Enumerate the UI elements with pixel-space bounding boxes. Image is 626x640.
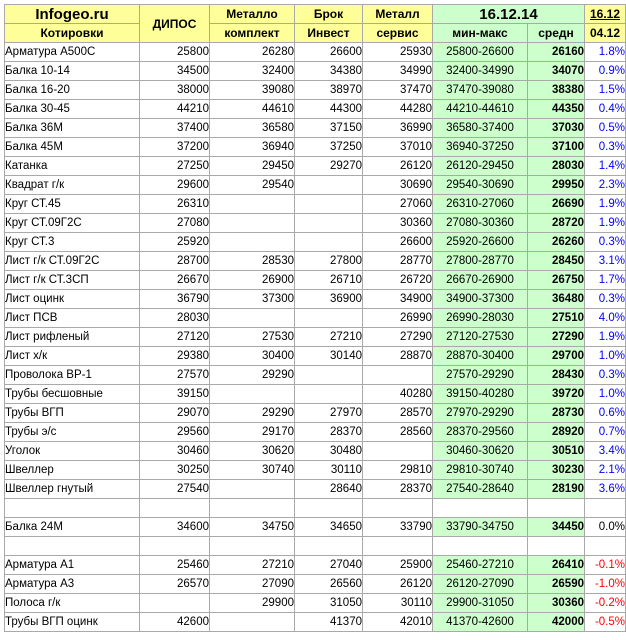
price-metallokomplekt xyxy=(210,385,295,404)
price-range: 28370-29560 xyxy=(433,423,528,442)
price-brok-invest: 27210 xyxy=(295,328,363,347)
price-metallokomplekt: 34750 xyxy=(210,518,295,537)
table-row xyxy=(5,62,626,81)
price-change: 3.4% xyxy=(585,442,626,461)
price-dipos: 29380 xyxy=(140,347,210,366)
spacer-row xyxy=(5,537,626,556)
table-row xyxy=(5,195,626,214)
table-row xyxy=(5,385,626,404)
price-avg: 26410 xyxy=(528,556,585,575)
table-row xyxy=(5,43,626,62)
price-range: 28870-30400 xyxy=(433,347,528,366)
price-metallokomplekt: 29540 xyxy=(210,176,295,195)
price-avg: 29950 xyxy=(528,176,585,195)
empty-cell xyxy=(140,537,210,556)
price-range: 25460-27210 xyxy=(433,556,528,575)
price-metallokomplekt: 36940 xyxy=(210,138,295,157)
price-range: 26990-28030 xyxy=(433,309,528,328)
price-metallservis: 26120 xyxy=(363,157,433,176)
price-dipos: 37200 xyxy=(140,138,210,157)
price-change: 0.0% xyxy=(585,518,626,537)
price-avg: 36480 xyxy=(528,290,585,309)
price-metallokomplekt xyxy=(210,309,295,328)
price-change: 1.8% xyxy=(585,43,626,62)
price-metallservis: 34900 xyxy=(363,290,433,309)
price-metallservis xyxy=(363,442,433,461)
product-name: Проволока ВР-1 xyxy=(5,366,140,385)
header-row-1 xyxy=(5,5,626,24)
price-metallservis: 26990 xyxy=(363,309,433,328)
price-brok-invest xyxy=(295,233,363,252)
price-brok-invest: 41370 xyxy=(295,613,363,632)
price-change: 0.5% xyxy=(585,119,626,138)
price-range: 26670-26900 xyxy=(433,271,528,290)
col-header-metallservis-1: Металл xyxy=(363,5,433,24)
price-dipos: 30250 xyxy=(140,461,210,480)
price-metallokomplekt: 29290 xyxy=(210,366,295,385)
price-dipos: 34500 xyxy=(140,62,210,81)
price-metallservis: 27060 xyxy=(363,195,433,214)
product-name: Лист г/к СТ.09Г2С xyxy=(5,252,140,271)
price-change: 1.5% xyxy=(585,81,626,100)
price-metallservis: 37010 xyxy=(363,138,433,157)
price-range: 27800-28770 xyxy=(433,252,528,271)
price-dipos: 37400 xyxy=(140,119,210,138)
price-metallservis: 30110 xyxy=(363,594,433,613)
price-change: 0.7% xyxy=(585,423,626,442)
empty-cell xyxy=(433,537,528,556)
price-brok-invest: 29270 xyxy=(295,157,363,176)
price-dipos: 42600 xyxy=(140,613,210,632)
price-dipos: 27570 xyxy=(140,366,210,385)
product-name: Балка 36М xyxy=(5,119,140,138)
price-change: 1.9% xyxy=(585,195,626,214)
price-brok-invest: 38970 xyxy=(295,81,363,100)
price-range: 34900-37300 xyxy=(433,290,528,309)
price-metallservis: 28370 xyxy=(363,480,433,499)
price-metallokomplekt: 29450 xyxy=(210,157,295,176)
price-metallservis: 26720 xyxy=(363,271,433,290)
table-row xyxy=(5,404,626,423)
price-dipos: 44210 xyxy=(140,100,210,119)
product-name: Трубы ВГП xyxy=(5,404,140,423)
table-row xyxy=(5,157,626,176)
price-metallservis: 34990 xyxy=(363,62,433,81)
price-brok-invest: 27040 xyxy=(295,556,363,575)
product-name: Балка 10-14 xyxy=(5,62,140,81)
price-metallokomplekt: 44610 xyxy=(210,100,295,119)
price-avg: 27510 xyxy=(528,309,585,328)
price-range: 26120-29450 xyxy=(433,157,528,176)
change-date-bottom: 04.12 xyxy=(585,24,626,43)
price-brok-invest xyxy=(295,366,363,385)
price-dipos: 26570 xyxy=(140,575,210,594)
price-dipos: 38000 xyxy=(140,81,210,100)
price-metallokomplekt xyxy=(210,613,295,632)
price-brok-invest: 28370 xyxy=(295,423,363,442)
price-metallokomplekt: 26900 xyxy=(210,271,295,290)
price-metallokomplekt: 30400 xyxy=(210,347,295,366)
table-row xyxy=(5,461,626,480)
price-avg: 26590 xyxy=(528,575,585,594)
price-range: 27080-30360 xyxy=(433,214,528,233)
price-metallservis: 28770 xyxy=(363,252,433,271)
spacer-row xyxy=(5,499,626,518)
price-change: 0.4% xyxy=(585,100,626,119)
price-metallservis: 28570 xyxy=(363,404,433,423)
price-range: 32400-34990 xyxy=(433,62,528,81)
price-metallservis: 37470 xyxy=(363,81,433,100)
price-metallokomplekt: 30620 xyxy=(210,442,295,461)
subtitle: Котировки xyxy=(5,24,140,43)
table-row xyxy=(5,138,626,157)
col-header-metallokomplekt-1: Металло xyxy=(210,5,295,24)
empty-cell xyxy=(210,537,295,556)
table-row xyxy=(5,480,626,499)
price-avg: 34450 xyxy=(528,518,585,537)
price-metallservis: 36990 xyxy=(363,119,433,138)
price-brok-invest: 44300 xyxy=(295,100,363,119)
price-change: -0.1% xyxy=(585,556,626,575)
price-range: 25920-26600 xyxy=(433,233,528,252)
col-header-metallservis-2: сервис xyxy=(363,24,433,43)
price-brok-invest xyxy=(295,176,363,195)
empty-cell xyxy=(585,499,626,518)
price-range: 26120-27090 xyxy=(433,575,528,594)
price-metallokomplekt: 28530 xyxy=(210,252,295,271)
price-metallservis: 30690 xyxy=(363,176,433,195)
price-dipos: 29560 xyxy=(140,423,210,442)
change-date-top: 16.12 xyxy=(585,5,626,24)
price-change: 2.1% xyxy=(585,461,626,480)
product-name: Круг СТ.09Г2С xyxy=(5,214,140,233)
price-range: 26310-27060 xyxy=(433,195,528,214)
col-header-brok-1: Брок xyxy=(295,5,363,24)
price-range: 37470-39080 xyxy=(433,81,528,100)
price-avg: 28030 xyxy=(528,157,585,176)
price-metallokomplekt: 37300 xyxy=(210,290,295,309)
price-metallservis: 28560 xyxy=(363,423,433,442)
product-name: Арматура А1 xyxy=(5,556,140,575)
price-brok-invest: 26560 xyxy=(295,575,363,594)
price-dipos: 27120 xyxy=(140,328,210,347)
table-row xyxy=(5,613,626,632)
price-avg: 26260 xyxy=(528,233,585,252)
price-avg: 28430 xyxy=(528,366,585,385)
price-avg: 28730 xyxy=(528,404,585,423)
price-metallokomplekt xyxy=(210,214,295,233)
price-avg: 37030 xyxy=(528,119,585,138)
empty-cell xyxy=(363,499,433,518)
price-avg: 26690 xyxy=(528,195,585,214)
price-metallservis: 42010 xyxy=(363,613,433,632)
price-metallservis: 29810 xyxy=(363,461,433,480)
price-change: 0.3% xyxy=(585,290,626,309)
price-metallokomplekt: 30740 xyxy=(210,461,295,480)
table-row xyxy=(5,423,626,442)
price-avg: 29700 xyxy=(528,347,585,366)
price-dipos: 39150 xyxy=(140,385,210,404)
price-metallokomplekt: 39080 xyxy=(210,81,295,100)
price-metallokomplekt: 29900 xyxy=(210,594,295,613)
table-row xyxy=(5,347,626,366)
price-range: 27120-27530 xyxy=(433,328,528,347)
price-avg: 44350 xyxy=(528,100,585,119)
table-row xyxy=(5,366,626,385)
empty-cell xyxy=(363,537,433,556)
price-metallokomplekt: 27090 xyxy=(210,575,295,594)
price-metallservis: 44280 xyxy=(363,100,433,119)
table-row xyxy=(5,100,626,119)
quotes-table xyxy=(4,4,626,632)
price-metallokomplekt: 27210 xyxy=(210,556,295,575)
price-avg: 38380 xyxy=(528,81,585,100)
price-range: 39150-40280 xyxy=(433,385,528,404)
price-change: 1.0% xyxy=(585,385,626,404)
price-brok-invest: 36900 xyxy=(295,290,363,309)
price-dipos: 29070 xyxy=(140,404,210,423)
price-change: 1.0% xyxy=(585,347,626,366)
table-row xyxy=(5,271,626,290)
price-range: 29900-31050 xyxy=(433,594,528,613)
price-avg: 37100 xyxy=(528,138,585,157)
price-avg: 42000 xyxy=(528,613,585,632)
price-brok-invest xyxy=(295,214,363,233)
product-name: Круг СТ.3 xyxy=(5,233,140,252)
price-dipos: 30460 xyxy=(140,442,210,461)
price-range: 33790-34750 xyxy=(433,518,528,537)
price-dipos: 36790 xyxy=(140,290,210,309)
price-metallservis: 40280 xyxy=(363,385,433,404)
empty-cell xyxy=(295,499,363,518)
product-name: Арматура А500С xyxy=(5,43,140,62)
price-change: 0.3% xyxy=(585,366,626,385)
price-avg: 39720 xyxy=(528,385,585,404)
product-name: Лист ПСВ xyxy=(5,309,140,328)
price-avg: 26750 xyxy=(528,271,585,290)
product-name: Трубы ВГП оцинк xyxy=(5,613,140,632)
price-range: 29540-30690 xyxy=(433,176,528,195)
price-metallokomplekt xyxy=(210,233,295,252)
table-row xyxy=(5,328,626,347)
table-row xyxy=(5,290,626,309)
product-name: Квадрат г/к xyxy=(5,176,140,195)
price-brok-invest xyxy=(295,385,363,404)
product-name: Лист х/к xyxy=(5,347,140,366)
price-brok-invest: 30110 xyxy=(295,461,363,480)
price-range: 27970-29290 xyxy=(433,404,528,423)
price-dipos: 25920 xyxy=(140,233,210,252)
price-brok-invest: 28640 xyxy=(295,480,363,499)
price-change: 1.9% xyxy=(585,214,626,233)
product-name: Уголок xyxy=(5,442,140,461)
price-range: 25800-26600 xyxy=(433,43,528,62)
product-name: Полоса г/к xyxy=(5,594,140,613)
price-avg: 28450 xyxy=(528,252,585,271)
price-dipos: 27250 xyxy=(140,157,210,176)
price-metallservis: 26120 xyxy=(363,575,433,594)
price-change: 0.6% xyxy=(585,404,626,423)
price-change: -1.0% xyxy=(585,575,626,594)
product-name: Арматура А3 xyxy=(5,575,140,594)
price-metallokomplekt: 36580 xyxy=(210,119,295,138)
product-name: Швеллер xyxy=(5,461,140,480)
price-metallokomplekt xyxy=(210,480,295,499)
price-dipos: 26670 xyxy=(140,271,210,290)
price-brok-invest: 37250 xyxy=(295,138,363,157)
price-metallservis: 25900 xyxy=(363,556,433,575)
col-header-brok-2: Инвест xyxy=(295,24,363,43)
price-avg: 28190 xyxy=(528,480,585,499)
table-row xyxy=(5,214,626,233)
price-change: -0.2% xyxy=(585,594,626,613)
price-brok-invest: 34380 xyxy=(295,62,363,81)
price-brok-invest xyxy=(295,309,363,328)
price-metallservis xyxy=(363,366,433,385)
product-name: Лист рифленый xyxy=(5,328,140,347)
price-dipos: 27540 xyxy=(140,480,210,499)
product-name: Трубы э/с xyxy=(5,423,140,442)
product-name: Трубы бесшовные xyxy=(5,385,140,404)
price-metallservis: 26600 xyxy=(363,233,433,252)
table-row xyxy=(5,252,626,271)
table-row xyxy=(5,575,626,594)
empty-cell xyxy=(210,499,295,518)
table-row xyxy=(5,233,626,252)
price-brok-invest: 37150 xyxy=(295,119,363,138)
price-metallokomplekt: 32400 xyxy=(210,62,295,81)
price-change: 2.3% xyxy=(585,176,626,195)
product-name: Балка 16-20 xyxy=(5,81,140,100)
price-range: 30460-30620 xyxy=(433,442,528,461)
price-change: -0.5% xyxy=(585,613,626,632)
price-metallokomplekt: 27530 xyxy=(210,328,295,347)
product-name: Балка 45М xyxy=(5,138,140,157)
table-row xyxy=(5,119,626,138)
price-avg: 28920 xyxy=(528,423,585,442)
price-avg: 27290 xyxy=(528,328,585,347)
table-row xyxy=(5,442,626,461)
price-dipos: 25800 xyxy=(140,43,210,62)
price-brok-invest: 27970 xyxy=(295,404,363,423)
empty-cell xyxy=(5,537,140,556)
empty-cell xyxy=(528,537,585,556)
price-brok-invest: 30480 xyxy=(295,442,363,461)
price-brok-invest: 27800 xyxy=(295,252,363,271)
table-row xyxy=(5,556,626,575)
price-avg: 30510 xyxy=(528,442,585,461)
price-dipos: 25460 xyxy=(140,556,210,575)
price-avg: 34070 xyxy=(528,62,585,81)
price-change: 1.7% xyxy=(585,271,626,290)
product-name: Катанка xyxy=(5,157,140,176)
product-name: Балка 24М xyxy=(5,518,140,537)
price-change: 1.4% xyxy=(585,157,626,176)
empty-cell xyxy=(140,499,210,518)
price-range: 41370-42600 xyxy=(433,613,528,632)
price-brok-invest: 30140 xyxy=(295,347,363,366)
empty-cell xyxy=(585,537,626,556)
price-metallservis: 33790 xyxy=(363,518,433,537)
product-name: Лист оцинк xyxy=(5,290,140,309)
price-range: 27540-28640 xyxy=(433,480,528,499)
col-header-avg: средн xyxy=(528,24,585,43)
price-metallokomplekt: 29170 xyxy=(210,423,295,442)
price-change: 3.1% xyxy=(585,252,626,271)
col-header-minmax: мин-макс xyxy=(433,24,528,43)
product-name: Лист г/к СТ.3СП xyxy=(5,271,140,290)
price-brok-invest xyxy=(295,195,363,214)
product-name: Балка 30-45 xyxy=(5,100,140,119)
price-metallservis: 28870 xyxy=(363,347,433,366)
price-brok-invest: 26710 xyxy=(295,271,363,290)
price-metallokomplekt xyxy=(210,195,295,214)
price-range: 36580-37400 xyxy=(433,119,528,138)
price-range: 36940-37250 xyxy=(433,138,528,157)
table-row xyxy=(5,176,626,195)
site-title: Infogeo.ru xyxy=(5,5,140,24)
price-change: 4.0% xyxy=(585,309,626,328)
table-row xyxy=(5,309,626,328)
price-metallokomplekt: 26280 xyxy=(210,43,295,62)
price-avg: 26160 xyxy=(528,43,585,62)
price-brok-invest: 26600 xyxy=(295,43,363,62)
price-dipos xyxy=(140,594,210,613)
price-dipos: 29600 xyxy=(140,176,210,195)
table-row xyxy=(5,518,626,537)
product-name: Круг СТ.45 xyxy=(5,195,140,214)
table-row xyxy=(5,594,626,613)
price-brok-invest: 31050 xyxy=(295,594,363,613)
price-range: 29810-30740 xyxy=(433,461,528,480)
product-name: Швеллер гнутый xyxy=(5,480,140,499)
price-change: 3.6% xyxy=(585,480,626,499)
price-avg: 28720 xyxy=(528,214,585,233)
price-dipos: 28700 xyxy=(140,252,210,271)
price-dipos: 34600 xyxy=(140,518,210,537)
table-row xyxy=(5,81,626,100)
price-metallokomplekt: 29290 xyxy=(210,404,295,423)
empty-cell xyxy=(433,499,528,518)
price-change: 0.3% xyxy=(585,233,626,252)
date-header: 16.12.14 xyxy=(433,5,585,24)
price-dipos: 26310 xyxy=(140,195,210,214)
header-row-2 xyxy=(5,24,626,43)
price-change: 0.3% xyxy=(585,138,626,157)
price-range: 44210-44610 xyxy=(433,100,528,119)
empty-cell xyxy=(528,499,585,518)
price-range: 27570-29290 xyxy=(433,366,528,385)
empty-cell xyxy=(295,537,363,556)
price-avg: 30360 xyxy=(528,594,585,613)
col-header-metallokomplekt-2: комплект xyxy=(210,24,295,43)
price-change: 1.9% xyxy=(585,328,626,347)
price-metallservis: 27290 xyxy=(363,328,433,347)
price-dipos: 28030 xyxy=(140,309,210,328)
empty-cell xyxy=(5,499,140,518)
price-metallservis: 30360 xyxy=(363,214,433,233)
price-change: 0.9% xyxy=(585,62,626,81)
price-metallservis: 25930 xyxy=(363,43,433,62)
price-dipos: 27080 xyxy=(140,214,210,233)
price-avg: 30230 xyxy=(528,461,585,480)
col-header-dipos: ДИПОС xyxy=(140,5,210,43)
price-brok-invest: 34650 xyxy=(295,518,363,537)
